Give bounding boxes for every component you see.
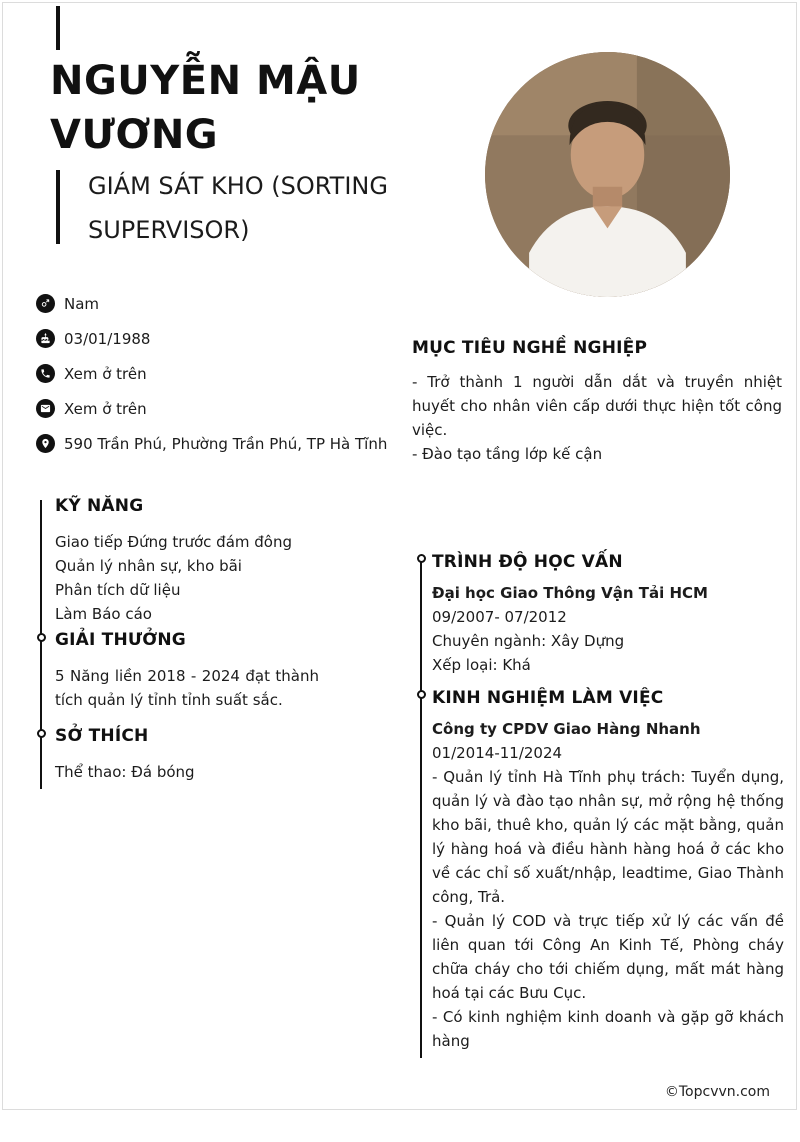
skill-item: Làm Báo cáo [55,605,152,623]
skill-item: Giao tiếp Đứng trước đám đông [55,533,292,551]
job-title-accent-bar [56,170,60,244]
experience-timeline-dot [417,690,426,699]
contact-item-address [36,434,426,453]
skill-item: Quản lý nhân sự, kho bãi [55,557,242,575]
contact-item-birthday [36,329,426,348]
awards-section-title: GIẢI THƯỞNG [55,630,186,650]
objective-line: - Đào tạo tầng lớp kế cận [412,445,603,463]
gender-icon [36,294,55,313]
location-icon [36,434,55,453]
portrait-illustration [485,52,730,297]
education-grade: Xếp loại: Khá [432,656,531,674]
contact-item-gender [36,294,426,313]
education-timeline-dot [417,554,426,563]
objective-line: - Trở thành 1 người dẫn dắt và truyền nhiệt huyết cho nhân viên cấp dưới thực hiện tốt công việc. [412,373,782,439]
experience-bullet: - Quản lý COD và trực tiếp xử lý các vấn đề liên quan tới Công An Kinh Tế, Phòng cháy chữa cháy cho tới chiếm dụng, mất mát hàng hoá tại các Bưu Cục. [432,912,784,1002]
watermark: ©Topcvvn.com [664,1084,770,1100]
birthday-icon [36,329,55,348]
awards-text: 5 Năng liền 2018 - 2024 đạt thành tích quản lý tỉnh tỉnh suất sắc. [55,667,319,709]
contact-item-phone [36,364,426,383]
right-timeline-line [420,556,422,1058]
header-accent-bar [56,6,60,50]
hobbies-text: Thể thao: Đá bóng [55,763,195,781]
job-title: GIÁM SÁT KHO (SORTING SUPERVISOR) [88,172,388,244]
contact-item-email [36,399,426,418]
hobbies-section-title: SỞ THÍCH [55,726,149,746]
education-section-title: TRÌNH ĐỘ HỌC VẤN [432,552,623,572]
hobbies-timeline-dot [37,729,46,738]
phone-icon [36,364,55,383]
experience-section-title: KINH NGHIỆM LÀM VIỆC [432,688,664,708]
experience-company: Công ty CPDV Giao Hàng Nhanh [432,720,701,738]
profile-photo [485,52,730,297]
left-timeline-line [40,500,42,789]
contact-list [36,294,426,469]
experience-bullet: - Quản lý tỉnh Hà Tĩnh phụ trách: Tuyển dụng, quản lý và đào tạo nhân sự, mở rộng hệ thống kho bãi, thuê kho, quản lý các mặt bằng, quản lý hàng hoá và điều hành hàng hoá ở các kho về các chỉ số xuất/nhập, leadtime, Giao Thành công, Trả. [432,768,784,906]
education-school: Đại học Giao Thông Vận Tải HCM [432,584,708,602]
skills-list [55,530,345,626]
education-section [432,552,784,677]
email-icon [36,399,55,418]
skill-item: Phân tích dữ liệu [55,581,181,599]
experience-bullet: - Có kinh nghiệm kinh doanh và gặp gỡ khách hàng [432,1008,784,1050]
contact-phone-value: Xem ở trên [64,364,147,383]
skills-section-title: KỸ NĂNG [55,496,144,516]
contact-birthday-value: 03/01/1988 [64,329,151,348]
education-period: 09/2007- 07/2012 [432,608,567,626]
awards-timeline-dot [37,633,46,642]
objective-section-title: MỤC TIÊU NGHỀ NGHIỆP [412,338,648,358]
experience-section [432,688,784,1053]
contact-address-value: 590 Trần Phú, Phường Trần Phú, TP Hà Tĩnh [64,434,388,453]
objective-text [412,370,782,466]
education-major: Chuyên ngành: Xây Dựng [432,632,625,650]
experience-period: 01/2014-11/2024 [432,744,563,762]
contact-gender-value: Nam [64,294,100,313]
candidate-name: NGUYỄN MẬU VƯƠNG [50,58,361,158]
contact-email-value: Xem ở trên [64,399,147,418]
